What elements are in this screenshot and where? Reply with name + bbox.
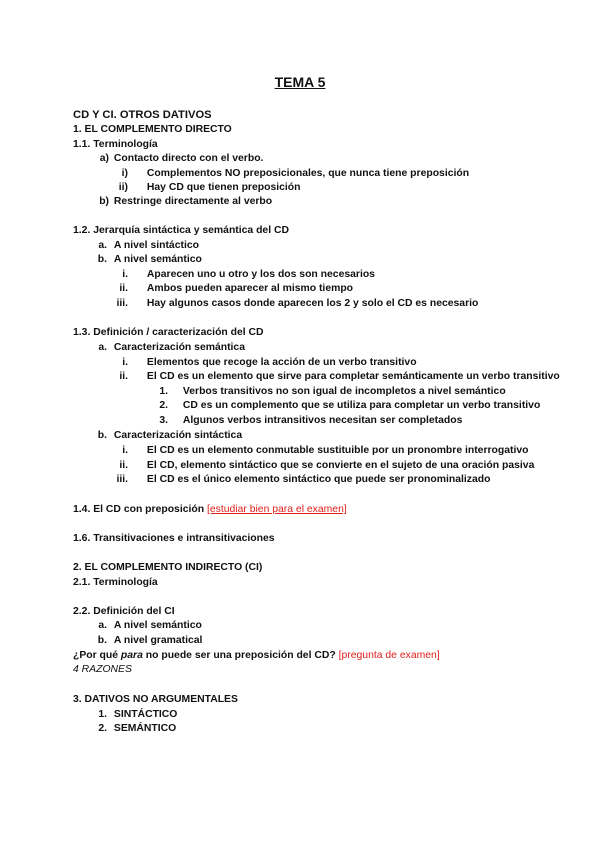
section-2-heading: 2. EL COMPLEMENTO INDIRECTO (CI) [73,562,263,573]
list-item: b. A nivel gramatical [97,635,203,646]
section-1-4-heading: 1.4. El CD con preposición [estudiar bien para el examen] [73,504,347,515]
list-item: iii. El CD es el único elemento sintáctico que puede ser pronominalizado [116,474,491,485]
section-1-3-heading: 1.3. Definición / caracterización del CD [73,327,264,338]
list-item: 2. SEMÁNTICO [98,723,177,734]
list-item: ii. El CD es un elemento que sirve para completar semánticamente un verbo transitivo [119,371,560,382]
exam-question: ¿Por qué para no puede ser una preposición del CD? [pregunta de examen] [73,650,440,661]
section-3-heading: 3. DATIVOS NO ARGUMENTALES [73,694,238,705]
list-item: a. A nivel semántico [98,620,202,631]
list-item: 1. Verbos transitivos no son igual de incompletos a nivel semántico [159,386,506,397]
document-title: TEMA 5 [274,74,326,90]
list-item: i) Complementos NO preposicionales, que nunca tiene preposición [121,168,470,179]
list-item: a. Caracterización semántica [98,342,245,353]
section-2-1-heading: 2.1. Terminología [73,577,158,588]
list-item: ii) Hay CD que tienen preposición [118,182,301,193]
section-1-6-heading: 1.6. Transitivaciones e intransitivaciones [73,533,275,544]
list-item: 2. CD es un complemento que se utiliza para completar un verbo transitivo [159,400,541,411]
document-subtitle: CD Y CI. OTROS DATIVOS [73,109,212,121]
section-2-2-heading: 2.2. Definición del CI [73,606,175,617]
list-item: 3. Algunos verbos intransitivos necesitan ser completados [159,415,463,426]
list-item: iii. Hay algunos casos donde aparecen los 2 y solo el CD es necesario [116,298,479,309]
list-item: 1. SINTÁCTICO [98,709,178,720]
list-item: i. El CD es un elemento conmutable sustituible por un pronombre interrogativo [122,445,529,456]
reasons-label: 4 RAZONES [73,664,132,675]
list-item: ii. Ambos pueden aparecer al mismo tiempo [119,283,354,294]
study-note: [estudiar bien para el examen] [206,504,347,515]
list-item: b) Restringe directamente al verbo [99,196,273,207]
list-item: ii. El CD, elemento sintáctico que se convierte en el sujeto de una oración pasiva [119,460,535,471]
exam-note: [pregunta de examen] [338,650,440,661]
list-item: i. Aparecen uno u otro y los dos son necesarios [122,269,375,280]
list-item: a. A nivel sintáctico [98,240,199,251]
list-item: b. Caracterización sintáctica [97,430,243,441]
list-item: b. A nivel semántico [97,254,202,265]
list-item: a) Contacto directo con el verbo. [99,153,264,164]
section-1-2-heading: 1.2. Jerarquía sintáctica y semántica del CD [73,225,289,236]
section-1-1-heading: 1.1. Terminología [73,139,158,150]
section-1-heading: 1. EL COMPLEMENTO DIRECTO [73,124,232,135]
list-item: i. Elementos que recoge la acción de un verbo transitivo [122,357,417,368]
